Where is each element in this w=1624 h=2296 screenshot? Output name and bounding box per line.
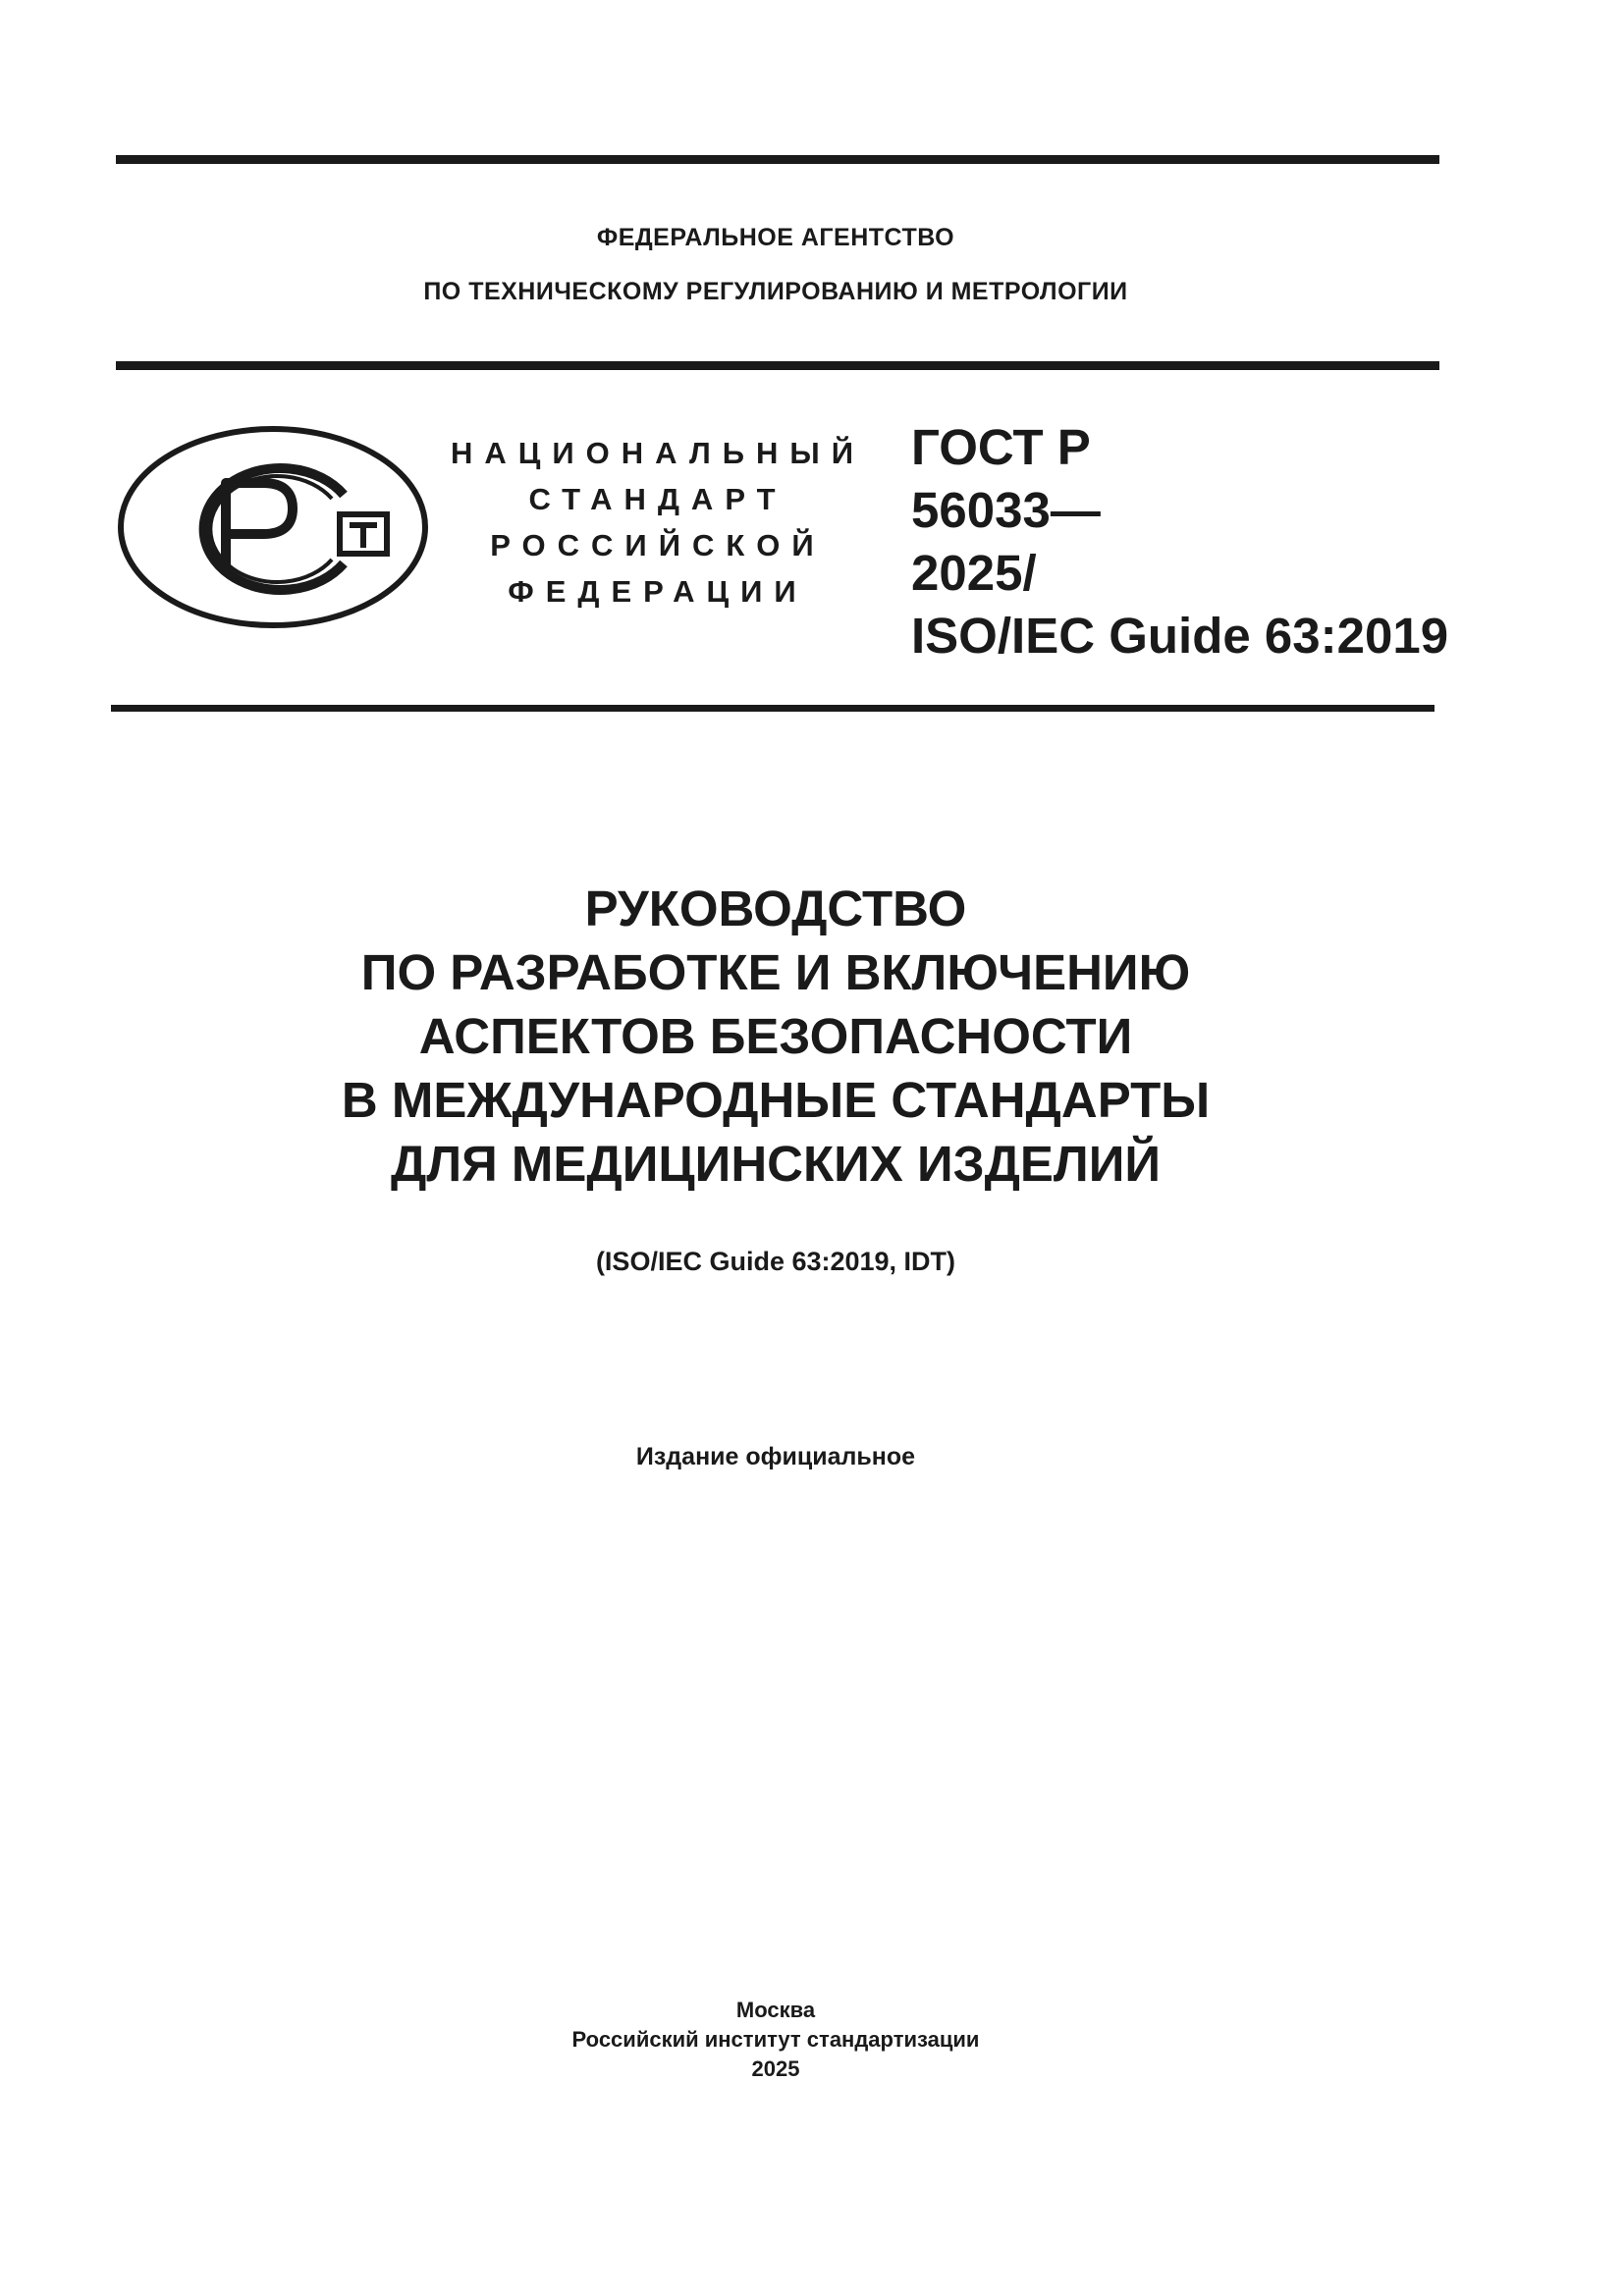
title-line: ДЛЯ МЕДИЦИНСКИХ ИЗДЕЛИЙ [390, 1136, 1162, 1192]
designation-line: 2025/ [911, 545, 1037, 601]
identity-reference: (ISO/IEC Guide 63:2019, IDT) [595, 1247, 956, 1276]
top-rule [116, 155, 1439, 164]
national-standard-line: СТАНДАРТ [528, 482, 787, 516]
footer-publisher: Российский институт стандартизации [571, 2027, 980, 2052]
agency-line-2: ПО ТЕХНИЧЕСКОМУ РЕГУЛИРОВАНИЮ И МЕТРОЛОГИИ [423, 278, 1128, 305]
agency-line-1: ФЕДЕРАЛЬНОЕ АГЕНТСТВО [596, 224, 955, 251]
national-standard-line: РОССИЙСКОЙ [490, 528, 826, 562]
national-standard-label [432, 430, 884, 614]
designation-line: 56033— [911, 482, 1101, 538]
footer-city: Москва [735, 1998, 816, 2022]
document-title [0, 877, 1551, 1196]
title-line: В МЕЖДУНАРОДНЫЕ СТАНДАРТЫ [341, 1072, 1211, 1128]
designation-rule [111, 705, 1435, 712]
national-standard-line: ФЕДЕРАЦИИ [508, 574, 808, 609]
title-line: АСПЕКТОВ БЕЗОПАСНОСТИ [418, 1008, 1133, 1064]
title-line: ПО РАЗРАБОТКЕ И ВКЛЮЧЕНИЮ [360, 944, 1191, 1000]
designation-line: ISO/IEC Guide 63:2019 [911, 608, 1449, 664]
title-line: РУКОВОДСТВО [584, 881, 967, 936]
footer-year: 2025 [751, 2056, 800, 2081]
rst-certification-mark-icon [116, 424, 430, 630]
header-rule [116, 361, 1439, 370]
designation-line: ГОСТ Р [911, 419, 1091, 475]
publisher-footer [0, 1996, 1551, 2084]
standard-designation [911, 416, 1448, 667]
national-standard-line: НАЦИОНАЛЬНЫЙ [450, 436, 866, 470]
edition-label: Издание официальное [635, 1443, 916, 1470]
